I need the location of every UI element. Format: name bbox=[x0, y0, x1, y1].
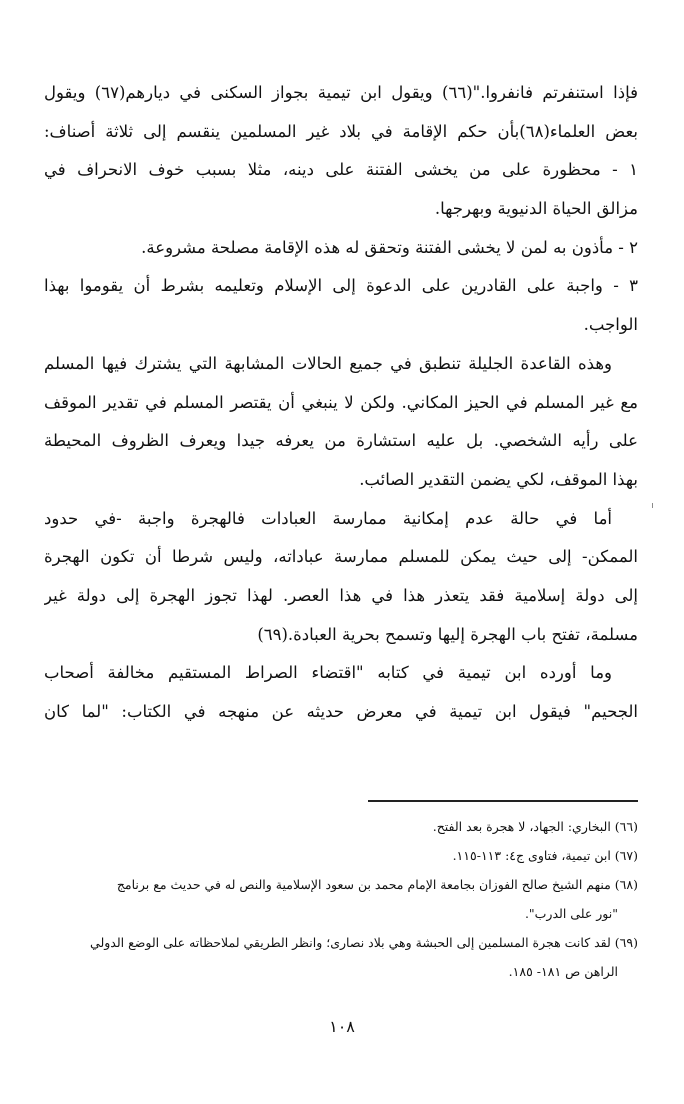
page-number: ١٠٨ bbox=[329, 1017, 355, 1036]
footnote-divider bbox=[368, 800, 638, 802]
text-line: مسلمة، تفتح باب الهجرة إليها وتسمح بحرية العبادة.(٦٩) bbox=[257, 624, 638, 644]
text-line: مع غير المسلم في الحيز المكاني. ولكن لا ينبغي أن يقتصر المسلم في تقدير الموقف bbox=[44, 392, 638, 412]
text-line: مزالق الحياة الدنيوية وبهرجها. bbox=[434, 199, 638, 219]
text-line: وما أورده ابن تيمية في كتابه "اقتضاء الصراط المستقيم مخالفة أصحاب bbox=[44, 663, 612, 683]
text-line: على رأيه الشخصي. بل عليه استشارة من يعرفه جيدا ويعرف الظروف المحيطة bbox=[44, 431, 638, 451]
text-line: فإذا استنفرتم فانفروا."(٦٦) ويقول ابن تيمية بجواز السكنى في ديارهم(٦٧) ويقول bbox=[44, 83, 638, 102]
footnote-line: (٦٧) ابن تيمية، فتاوى ج٤: ١١٣-١١٥. bbox=[452, 848, 638, 863]
text-line: الجحيم" فيقول ابن تيمية في معرض حديثه عن منهجه في الكتاب: "لما كان bbox=[44, 702, 638, 721]
text-line: إلى دولة إسلامية فقد يتعذر هذا في هذا العصر. لهذا تجوز الهجرة إلى دولة غير bbox=[44, 585, 638, 605]
text-line: الممكن- إلى حيث يمكن للمسلم ممارسة عباداته، وليس شرطا أن تكون الهجرة bbox=[44, 547, 638, 567]
footnote-line: (٦٩) لقد كانت هجرة المسلمين إلى الحبشة وهي بلاد نصارى؛ وانظر الطريقي لملاحظاته على الوضع الدولي bbox=[90, 935, 638, 950]
main-text bbox=[44, 74, 638, 732]
text-line: وهذه القاعدة الجليلة تنطبق في جميع الحالات المشابهة التي يشترك فيها المسلم bbox=[44, 353, 612, 373]
footnote-line: الراهن ص ١٨١- ١٨٥. bbox=[508, 964, 618, 979]
text-line: ١ - محظورة على من يخشى الفتنة على دينه، مثلا بسبب خوف الانحراف في bbox=[44, 160, 638, 180]
footnote-line: (٦٦) البخاري: الجهاد، لا هجرة بعد الفتح. bbox=[432, 819, 638, 834]
text-line: أما في حالة عدم إمكانية ممارسة العبادات فالهجرة واجبة -في حدود bbox=[44, 508, 612, 528]
footnote-line: (٦٨) منهم الشيخ صالح الفوزان بجامعة الإمام محمد بن سعود الإسلامية والنص له في حديث مع برنامج bbox=[116, 877, 638, 892]
text-line: الواجب. bbox=[583, 315, 638, 335]
footnote-line: "نور على الدرب". bbox=[524, 906, 618, 921]
margin-mark bbox=[652, 503, 653, 508]
text-line: ٢ - مأذون به لمن لا يخشى الفتنة وتحقق له هذه الإقامة مصلحة مشروعة. bbox=[141, 237, 638, 257]
text-line: بهذا الموقف، لكي يضمن التقدير الصائب. bbox=[359, 469, 638, 489]
text-line: ٣ - واجبة على القادرين على الدعوة إلى الإسلام وتعليمه بشرط أن يقوموا بهذا bbox=[44, 276, 638, 296]
footnotes bbox=[52, 812, 638, 986]
text-line: بعض العلماء(٦٨)بأن حكم الإقامة في بلاد غير المسلمين ينقسم إلى ثلاثة أصناف: bbox=[44, 121, 638, 141]
